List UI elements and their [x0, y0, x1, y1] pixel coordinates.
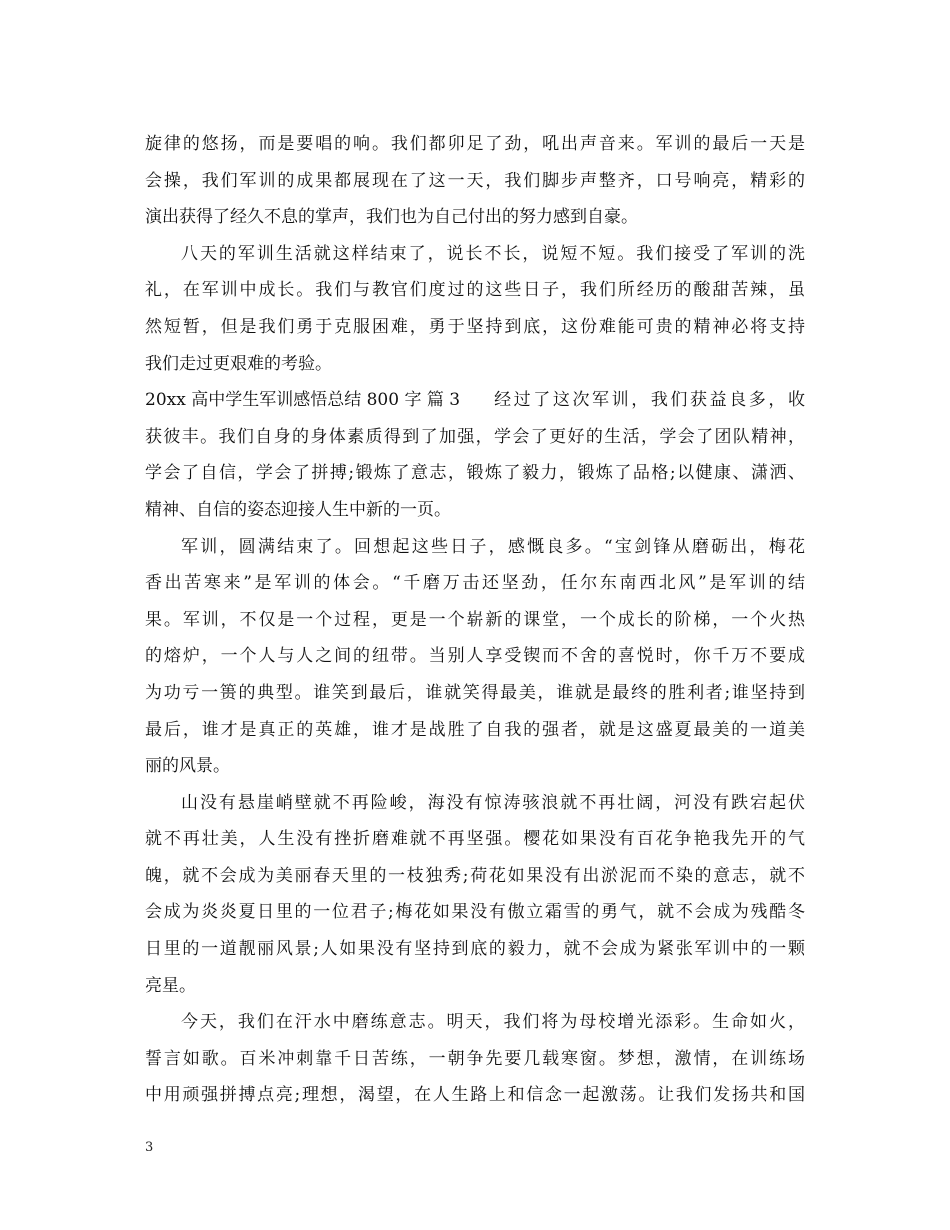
- text-line: 香出苦寒来”是军训的体会。“千磨万击还坚劲，任尔东南西北风”是军训的结: [145, 573, 805, 594]
- text-line: 丽的风景。: [145, 756, 230, 777]
- text-line: 精神、自信的姿态迎接人生中新的一页。: [145, 499, 451, 520]
- text-line: 为功亏一篑的典型。谁笑到最后，谁就笑得最美，谁就是最终的胜利者;谁坚持到: [145, 682, 805, 703]
- text-line: 就不再壮美，人生没有挫折磨难就不再坚强。樱花如果没有百花争艳我先开的气: [145, 829, 805, 850]
- text-line: 礼，在军训中成长。我们与教官们度过的这些日子，我们所经历的酸甜苦辣，虽: [145, 280, 805, 301]
- text-line: 的熔炉，一个人与人之间的纽带。当别人享受锲而不舍的喜悦时，你千万不要成: [145, 646, 805, 667]
- text-line: 会成为炎炎夏日里的一位君子;梅花如果没有傲立霜雪的勇气，就不会成为残酷冬: [145, 902, 805, 923]
- document-body: [145, 126, 805, 1114]
- text-line: 亮星。: [145, 975, 196, 996]
- section-heading: 20xx 高中学生军训感悟总结 800 字 篇 3: [145, 390, 461, 411]
- text-line: 最后，谁才是真正的英雄，谁才是战胜了自我的强者，就是这盛夏最美的一道美: [145, 719, 805, 740]
- text-line: 然短暂，但是我们勇于克服困难，勇于坚持到底，这份难能可贵的精神必将支持: [145, 316, 805, 337]
- text-line: 军训，圆满结束了。回想起这些日子，感慨良多。“宝剑锋从磨砺出，梅花: [181, 536, 805, 557]
- text-line: 旋律的悠扬，而是要唱的响。我们都卯足了劲，吼出声音来。军训的最后一天是: [145, 134, 805, 154]
- text-line: 誓言如歌。百米冲刺靠千日苦练，一朝争先要几载寒窗。梦想，激情，在训练场: [145, 1048, 805, 1069]
- text-line: 山没有悬崖峭壁就不再险峻，海没有惊涛骇浪就不再壮阔，河没有跌宕起伏: [181, 792, 805, 813]
- text-line: 今天，我们在汗水中磨练意志。明天，我们将为母校增光添彩。生命如火，: [181, 1012, 805, 1033]
- text-line: 学会了自信，学会了拼搏;锻炼了意志，锻炼了毅力，锻炼了品格;以健康、潇洒、: [145, 463, 805, 484]
- text-line: 获彼丰。我们自身的身体素质得到了加强，学会了更好的生活，学会了团队精神，: [145, 426, 805, 447]
- text-line: 中用顽强拼搏点亮;理想，渴望，在人生路上和信念一起激荡。让我们发扬共和国: [145, 1085, 805, 1106]
- text-line: 魄，就不会成为美丽春天里的一枝独秀;荷花如果没有出淤泥而不染的意志，就不: [145, 865, 805, 886]
- text-line: 会操，我们军训的成果都展现在了这一天，我们脚步声整齐，口号响亮，精彩的: [145, 170, 805, 191]
- paragraph-text: 经过了这次军训，我们获益良多，收: [494, 390, 805, 411]
- text-line: 演出获得了经久不息的掌声，我们也为自己付出的努力感到自豪。: [145, 207, 638, 228]
- section-heading-line: [145, 382, 805, 419]
- text-line: 果。军训，不仅是一个过程，更是一个崭新的课堂，一个成长的阶梯，一个火热: [145, 609, 805, 630]
- text-line: 八天的军训生活就这样结束了，说长不长，说短不短。我们接受了军训的洗: [181, 243, 805, 264]
- page-number: 3: [145, 1140, 154, 1155]
- text-line: 日里的一道靓丽风景;人如果没有坚持到底的毅力，就不会成为紧张军训中的一颗: [145, 939, 805, 960]
- text-line: 我们走过更艰难的考验。: [145, 353, 332, 374]
